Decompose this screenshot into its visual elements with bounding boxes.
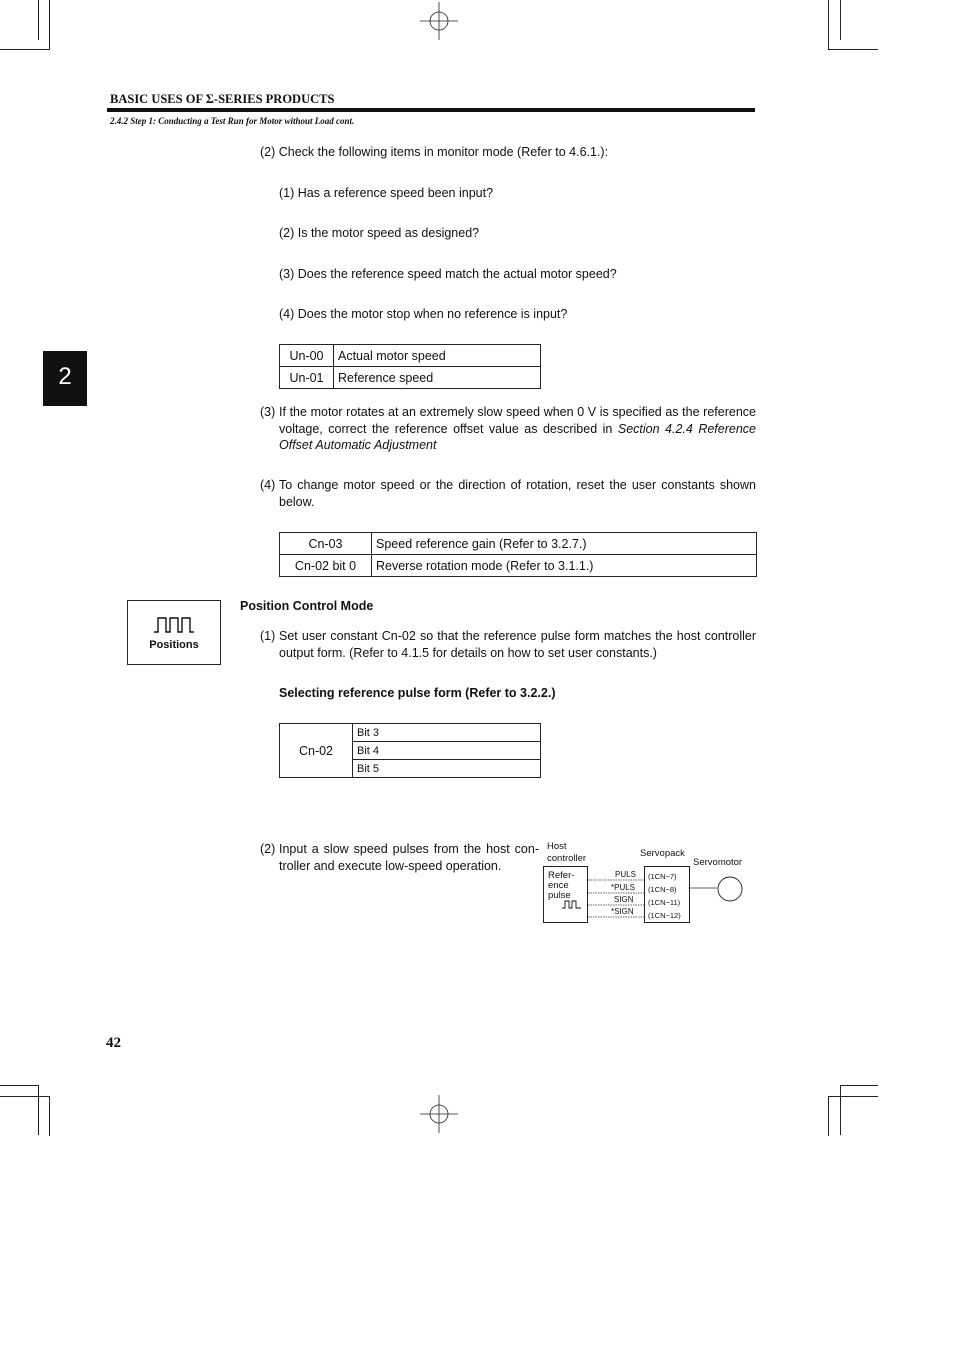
servopack-label: Servopack: [640, 848, 685, 859]
check-item: (3) Does the reference speed match the actual motor speed?: [279, 267, 617, 281]
chapter-tab: [43, 351, 87, 406]
table-cell: Bit 3: [353, 724, 541, 742]
item-intro: (2) Check the following items in monitor mode (Refer to 4.6.1.):: [260, 145, 609, 159]
crop-mark: [828, 0, 829, 50]
signal-label: *PULS: [611, 883, 636, 892]
crop-mark: [840, 1085, 878, 1086]
servomotor-label: Servomotor: [693, 857, 743, 868]
item-number: (1): [260, 629, 276, 643]
pulse-train-icon: [153, 616, 195, 634]
item-number: (3): [260, 405, 276, 419]
item-text: Input a slow speed pulses from the host con-troller and execute low-speed operation.: [279, 842, 539, 873]
crop-mark: [828, 1096, 829, 1136]
crop-mark: [840, 0, 841, 40]
item-text: [279, 404, 756, 454]
header-rule: [107, 108, 755, 112]
signal-label: *SIGN: [611, 907, 634, 916]
crop-mark: [0, 1096, 50, 1097]
crop-mark: [840, 1085, 841, 1135]
signal-wires: [540, 838, 755, 928]
pin-label: (1CN−8): [648, 885, 677, 894]
table-cell: Bit 4: [353, 742, 541, 760]
positions-label: Positions: [149, 639, 199, 651]
check-item: (1) Has a reference speed been input?: [279, 186, 494, 200]
crop-mark: [828, 49, 878, 50]
crop-mark: [0, 1085, 38, 1086]
check-item: (4) Does the motor stop when no reference is input?: [279, 307, 568, 321]
pin-label: (1CN−12): [648, 911, 681, 920]
signal-label: PULS: [615, 870, 636, 879]
bit-table: [279, 723, 541, 778]
crop-mark: [38, 1085, 39, 1135]
table-cell: Cn-03: [280, 533, 372, 555]
table-cell: Cn-02 bit 0: [280, 555, 372, 577]
constant-table: [279, 532, 757, 577]
pin-label: (1CN−11): [648, 898, 681, 907]
table-cell: Actual motor speed: [334, 345, 541, 367]
crop-mark: [828, 1096, 878, 1097]
table-cell: Speed reference gain (Refer to 3.2.7.): [372, 533, 757, 555]
table-row: [280, 555, 757, 577]
item-text: Set user constant Cn-02 so that the reference pulse form matches the host controller output form. (Refer to 4.1.5 for details on how to set user constants.): [279, 629, 756, 660]
table-row: [280, 367, 541, 389]
subsection-title: 2.4.2 Step 1: Conducting a Test Run for Motor without Load cont.: [110, 116, 355, 126]
item-number: (4): [260, 478, 276, 492]
reference-label: Refer-: [548, 870, 575, 881]
crop-mark: [38, 0, 39, 40]
reference-label: pulse: [548, 890, 571, 901]
section-title: BASIC USES OF Σ-SERIES PRODUCTS: [110, 92, 335, 106]
table-cell: Reverse rotation mode (Refer to 3.1.1.): [372, 555, 757, 577]
table-row: [280, 345, 541, 367]
table-cell: Un-00: [280, 345, 334, 367]
monitor-table: [279, 344, 541, 389]
connection-diagram: [540, 838, 755, 928]
table-cell: Reference speed: [334, 367, 541, 389]
chapter-number: 2: [58, 363, 72, 390]
table-row: [280, 533, 757, 555]
host-label: controller: [547, 853, 587, 864]
item-body: If the motor rotates at an extremely slow speed when 0 V is specified as the reference voltage, correct the reference offset value as described in: [279, 405, 756, 436]
item-text: To change motor speed or the direction of rotation, reset the user constants shown below.: [279, 478, 756, 509]
table-cell: Cn-02: [280, 724, 353, 778]
table-cell: Bit 5: [353, 760, 541, 778]
pin-label: (1CN−7): [648, 872, 677, 881]
check-item: (2) Is the motor speed as designed?: [279, 226, 480, 240]
reference-label: ence: [548, 880, 569, 891]
crop-mark: [49, 0, 50, 50]
position-mode-heading: Position Control Mode: [240, 599, 374, 613]
positions-icon-box: [127, 600, 221, 665]
table-row: [280, 724, 541, 742]
host-label: Host: [547, 841, 567, 852]
signal-label: SIGN: [614, 895, 634, 904]
registration-mark-icon: [420, 1095, 460, 1135]
sub-heading: Selecting reference pulse form (Refer to 3.2.2.): [279, 686, 556, 700]
section-reference: Section 4.2.4 Reference Offset Automatic Adjustment: [279, 421, 756, 452]
crop-mark: [49, 1096, 50, 1136]
registration-mark-icon: [420, 2, 460, 42]
page-number: 42: [106, 1035, 121, 1051]
crop-mark: [0, 49, 50, 50]
item-number: (2): [260, 842, 276, 856]
table-cell: Un-01: [280, 367, 334, 389]
